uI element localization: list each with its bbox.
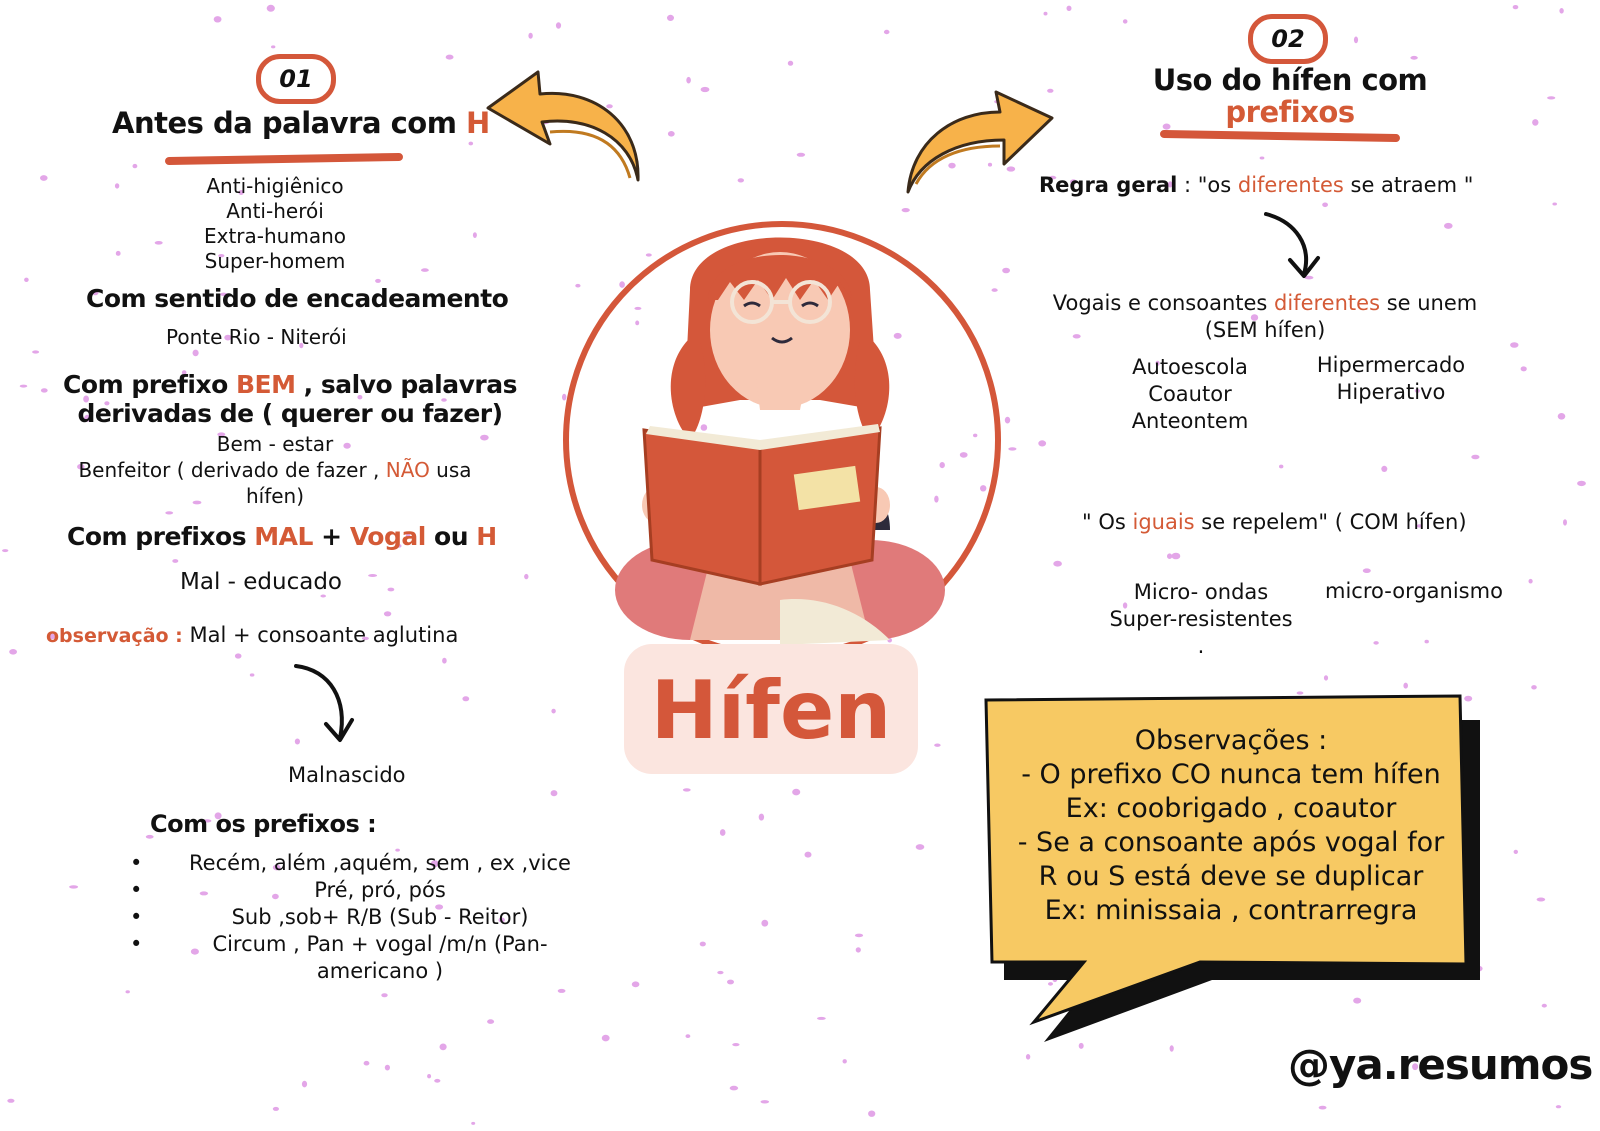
regra-geral: [1039, 173, 1473, 197]
bem-title-text: , salvo palavras: [295, 370, 517, 399]
confetti-dot: [1510, 342, 1518, 348]
com-hifen-examples-2: micro-organismo: [1325, 579, 1503, 603]
confetti-dot: [1556, 1105, 1561, 1108]
example-item: .: [1197, 634, 1205, 658]
confetti-dot: [462, 696, 469, 701]
confetti-dot: [1444, 223, 1453, 229]
section-badge-01: 01: [256, 54, 336, 104]
iguais-rule: [1082, 510, 1467, 534]
confetti-dot: [7, 1099, 14, 1103]
confetti-dot: [738, 178, 744, 182]
confetti-dot: [558, 989, 566, 993]
list-item: Sub ,sob+ R/B (Sub - Reitor): [231, 905, 529, 929]
confetti-dot: [632, 981, 640, 987]
diferentes-keyword: diferentes: [1274, 291, 1381, 315]
confetti-dot: [1167, 553, 1172, 559]
sem-hifen-examples-2: [1296, 352, 1486, 406]
example-item: Autoescola: [1132, 355, 1248, 379]
right-section-title: [1140, 64, 1440, 128]
callout-line: R ou S está deve se duplicar: [1038, 861, 1424, 892]
confetti-dot: [116, 251, 121, 256]
confetti-dot: [442, 658, 447, 664]
callout-line: - O prefixo CO nunca tem hífen: [1021, 759, 1441, 790]
confetti-dot: [1044, 12, 1048, 16]
confetti-dot: [1123, 19, 1128, 23]
confetti-dot: [1038, 440, 1046, 446]
bem-title-text: Com prefixo: [63, 370, 236, 399]
bem-example-2: [40, 457, 510, 483]
regra-text: se atraem ": [1343, 173, 1474, 197]
bem-example-text: usa: [429, 458, 472, 482]
confetti-dot: [469, 142, 474, 146]
confetti-dot: [1471, 455, 1479, 460]
confetti-dot: [1403, 683, 1408, 689]
confetti-dot: [855, 934, 863, 938]
bem-example-text: hífen): [245, 484, 305, 508]
confetti-dot: [686, 1034, 691, 1038]
confetti-dot: [1279, 465, 1283, 469]
example-item: Extra-humano: [203, 224, 346, 248]
confetti-dot: [817, 1017, 826, 1020]
confetti-dot: [1542, 1004, 1547, 1008]
prefixos-list: • Recém, além ,aquém, sem , ex ,vice • Pré, pró, pós • Sub ,sob+ R/B (Sub - Reitor) • Circum , Pan + vogal /m/n (Pan- americano ): [130, 850, 590, 985]
prefixos-title: Com os prefixos :: [150, 810, 377, 838]
confetti-dot: [1521, 366, 1527, 371]
mal-example: Mal - educado: [180, 569, 342, 595]
observacao-label: observação :: [46, 625, 183, 647]
confetti-dot: [446, 55, 454, 60]
bem-title-line2: derivadas de ( querer ou fazer): [77, 399, 503, 428]
example-item: Micro- ondas: [1133, 580, 1269, 604]
confetti-dot: [267, 5, 275, 12]
confetti-dot: [528, 33, 532, 39]
down-arrow-icon: [290, 660, 360, 750]
list-item: americano ): [316, 959, 444, 983]
iguais-text: " Os: [1082, 510, 1133, 534]
confetti-dot: [805, 852, 812, 858]
vogais-text: Vogais e consoantes: [1052, 291, 1275, 315]
confetti-dot: [1053, 561, 1062, 567]
confetti-dot: [868, 1111, 875, 1117]
mal-keyword: MAL: [254, 522, 313, 551]
confetti-dot: [1559, 8, 1563, 14]
confetti-dot: [385, 1065, 390, 1071]
curved-arrow-right-icon: [900, 72, 1060, 196]
confetti-dot: [1026, 1054, 1030, 1060]
h-keyword: H: [476, 522, 497, 551]
confetti-dot: [732, 1043, 739, 1046]
down-arrow-icon-right: [1260, 208, 1330, 282]
confetti-dot: [32, 350, 39, 353]
right-title-line2: prefixos: [1225, 95, 1355, 129]
confetti-dot: [473, 232, 477, 238]
confetti-dot: [668, 131, 675, 137]
vogal-keyword: Vogal: [349, 522, 426, 551]
confetti-dot: [700, 942, 706, 947]
confetti-dot: [1547, 96, 1555, 99]
regra-label: Regra geral: [1039, 173, 1178, 197]
callout-line: Ex: coobrigado , coautor: [1065, 793, 1397, 824]
confetti-dot: [1373, 641, 1378, 645]
confetti-dot: [761, 1100, 770, 1103]
bem-example-text: Benfeitor ( derivado de fazer ,: [78, 458, 386, 482]
list-item: Pré, pró, pós: [314, 878, 446, 902]
confetti-dot: [440, 1044, 447, 1051]
confetti-dot: [797, 153, 805, 157]
confetti-dot: [1552, 203, 1557, 206]
callout-line: Ex: minissaia , contrarregra: [1044, 895, 1418, 926]
diferentes-keyword: diferentes: [1237, 173, 1344, 197]
confetti-dot: [556, 22, 561, 28]
confetti-dot: [193, 350, 199, 357]
confetti-dot: [9, 649, 17, 655]
callout-line: - Se a consoante após vogal for: [1017, 827, 1445, 858]
confetti-dot: [856, 947, 861, 952]
page-title: Hífen: [650, 664, 892, 757]
confetti-dot: [720, 829, 726, 836]
confetti-dot: [686, 77, 691, 84]
example-item: Anti-herói: [226, 199, 324, 223]
confetti-dot: [1363, 568, 1371, 573]
list-item: Recém, além ,aquém, sem , ex ,vice: [189, 851, 571, 875]
confetti-dot: [471, 1122, 475, 1125]
confetti-dot: [1319, 1106, 1327, 1110]
confetti-dot: [302, 1081, 307, 1088]
confetti-dot: [1513, 5, 1519, 9]
confetti-dot: [1537, 898, 1546, 902]
confetti-dot: [884, 30, 890, 34]
confetti-dot: [235, 653, 242, 658]
confetti-dot: [761, 920, 768, 927]
confetti-dot: [1531, 685, 1537, 689]
vogais-text: se unem: [1380, 291, 1478, 315]
confetti-dot: [364, 1061, 370, 1066]
confetti-dot: [1577, 481, 1586, 486]
confetti-dot: [1410, 56, 1417, 60]
mal-title-text: Com prefixos: [67, 522, 255, 551]
confetti-dot: [1172, 553, 1181, 560]
example-item: Coautor: [1148, 382, 1232, 406]
confetti-dot: [843, 1059, 847, 1063]
confetti-dot: [1381, 466, 1387, 472]
h-examples: [170, 174, 380, 274]
mal-title-text: +: [312, 522, 350, 551]
iguais-text: se repelem" ( COM hífen): [1194, 510, 1467, 534]
confetti-dot: [727, 980, 734, 985]
curved-arrow-left-icon: [480, 68, 650, 188]
confetti-dot: [551, 709, 555, 714]
confetti-dot: [133, 164, 138, 168]
confetti-dot: [384, 611, 391, 616]
left-title-text: Antes da palavra com: [112, 106, 467, 140]
confetti-dot: [1322, 203, 1328, 208]
right-title-line1: Uso do hífen com: [1152, 63, 1428, 97]
confetti-dot: [667, 15, 674, 21]
example-item: Super-resistentes: [1109, 607, 1293, 631]
bem-examples: [40, 431, 510, 509]
signature: @ya.resumos: [1288, 1040, 1593, 1089]
confetti-dot: [375, 279, 381, 283]
confetti-dot: [1324, 675, 1328, 680]
confetti-dot: [717, 971, 723, 974]
confetti-dot: [1532, 119, 1538, 126]
confetti-dot: [730, 1086, 738, 1091]
confetti-dot: [487, 1019, 494, 1024]
regra-text: : "os: [1177, 173, 1238, 197]
left-title-letter: H: [466, 106, 490, 140]
bem-example: Bem - estar: [216, 432, 334, 456]
confetti-dot: [1067, 6, 1072, 11]
confetti-dot: [434, 1079, 440, 1083]
confetti-dot: [421, 268, 429, 272]
confetti-dot: [273, 1107, 279, 1111]
confetti-dot: [250, 673, 255, 676]
confetti-dot: [24, 278, 29, 282]
confetti-dot: [155, 241, 163, 245]
confetti-dot: [427, 1074, 431, 1078]
confetti-dot: [551, 790, 558, 796]
iguais-keyword: iguais: [1132, 510, 1195, 534]
encadeamento-example: Ponte Rio - Niterói: [166, 325, 347, 349]
confetti-dot: [41, 388, 48, 392]
confetti-dot: [788, 61, 793, 66]
confetti-dot: [381, 993, 387, 997]
example-item: Super-homem: [204, 249, 346, 273]
callout-text: [996, 724, 1466, 928]
confetti-dot: [916, 844, 925, 850]
encadeamento-title: Com sentido de encadeamento: [86, 284, 509, 313]
confetti-dot: [20, 385, 27, 388]
malnascido-example: Malnascido: [288, 763, 406, 787]
confetti-dot: [1529, 579, 1533, 584]
bem-title: [60, 370, 520, 428]
sem-hifen-examples-1: [1100, 354, 1280, 435]
confetti-dot: [1425, 640, 1429, 644]
nao-keyword: NÃO: [385, 458, 430, 482]
callout-line: Observações :: [1134, 725, 1328, 756]
confetti-dot: [701, 87, 710, 92]
confetti-dot: [165, 511, 173, 514]
confetti-dot: [126, 990, 130, 993]
confetti-dot: [1563, 519, 1567, 525]
confetti-dot: [602, 1035, 610, 1042]
mal-title-text: ou: [425, 522, 477, 551]
confetti-dot: [368, 574, 377, 577]
bem-keyword: BEM: [235, 370, 296, 399]
example-item: Hipermercado: [1316, 353, 1466, 377]
confetti-dot: [115, 183, 119, 188]
confetti-dot: [1260, 157, 1265, 160]
confetti-dot: [524, 574, 528, 579]
observacao: [46, 623, 458, 647]
confetti-dot: [388, 588, 395, 592]
list-item: Circum , Pan + vogal /m/n (Pan-: [212, 932, 548, 956]
confetti-dot: [2, 549, 8, 552]
vogais-rule: [1030, 290, 1500, 344]
example-item: Anti-higiênico: [206, 174, 344, 198]
confetti-dot: [69, 885, 78, 888]
confetti-dot: [172, 559, 178, 563]
confetti-dot: [214, 16, 222, 22]
mal-title: [67, 522, 497, 551]
confetti-dot: [759, 814, 764, 821]
left-section-title: [112, 106, 490, 140]
section-badge-02: 02: [1248, 14, 1328, 64]
vogais-text: (SEM hífen): [1204, 318, 1326, 342]
observacao-text: Mal + consoante aglutina: [182, 623, 459, 647]
confetti-dot: [1514, 850, 1518, 854]
confetti-dot: [1354, 37, 1358, 44]
example-item: Hiperativo: [1336, 380, 1446, 404]
example-item: Anteontem: [1131, 409, 1249, 433]
confetti-dot: [1558, 413, 1566, 420]
com-hifen-examples-1: [1096, 579, 1306, 660]
confetti-dot: [271, 45, 275, 48]
confetti-dot: [40, 175, 48, 181]
